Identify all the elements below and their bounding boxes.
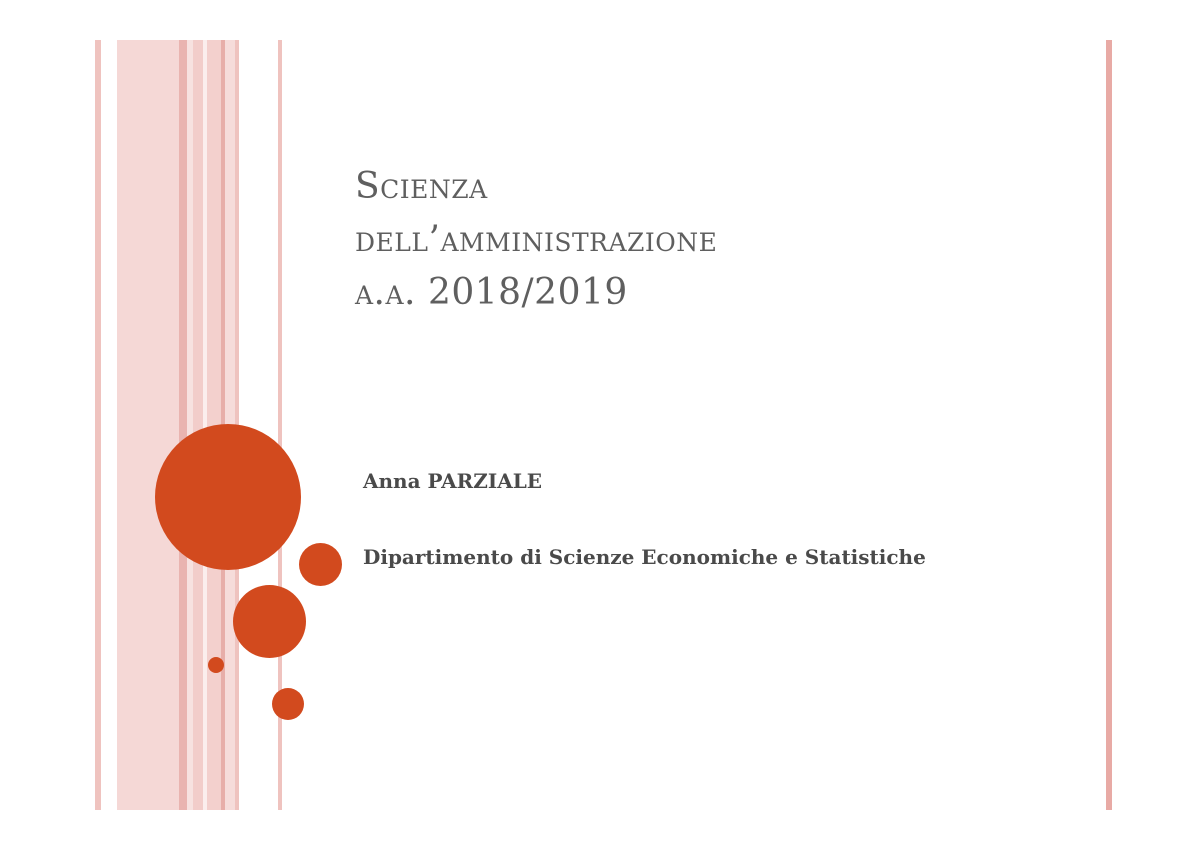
- author-name: Anna PARZIALE: [363, 469, 543, 493]
- circle-small-bottom: [272, 688, 304, 720]
- stripe: [117, 40, 179, 810]
- stripe: [95, 40, 101, 810]
- circle-medium: [233, 585, 306, 658]
- title-line-course: Scienza: [355, 166, 488, 207]
- title-line-subject: dell’amministrazione: [355, 219, 718, 260]
- stripe: [193, 40, 203, 810]
- circle-small: [299, 543, 342, 586]
- slide-title: [355, 160, 1075, 319]
- stripe-right: [1106, 40, 1112, 810]
- circle-tiny: [208, 657, 224, 673]
- stripe: [179, 40, 187, 810]
- department-name: Dipartimento di Scienze Economiche e Statistiche: [363, 545, 926, 569]
- title-line-academic-year: a.a. 2018/2019: [355, 272, 628, 313]
- circle-large: [155, 424, 301, 570]
